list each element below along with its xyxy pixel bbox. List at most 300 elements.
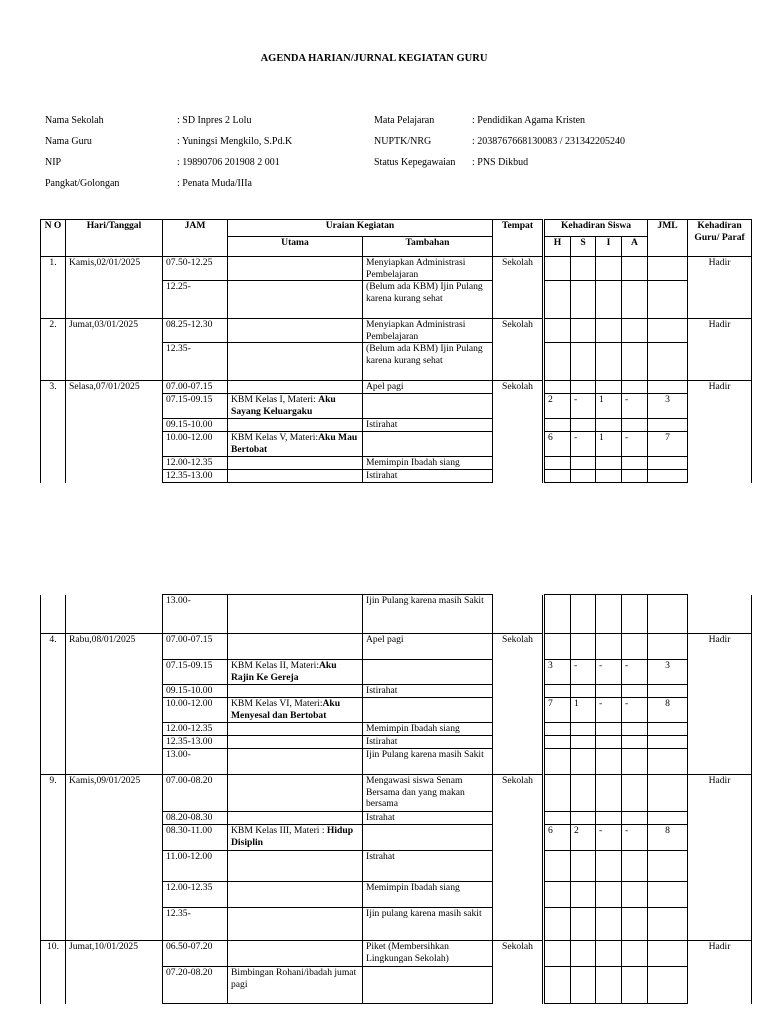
cell-main-activity [228,723,363,736]
lesson-topic: Aku Menyesal dan Bertobat [231,698,341,721]
table-row [41,967,752,1004]
table-row [41,749,752,775]
cell-extra-activity: Istirahat [363,470,493,483]
cell-date [66,281,163,319]
cell-date [66,736,163,749]
cell-no [41,812,66,825]
cell-h: 6 [545,432,571,457]
cell-total [648,749,688,775]
cell-main-activity [228,595,363,634]
cell-main-activity [228,685,363,698]
cell-extra-activity: Menyiapkan Administrasi Pembelajaran [363,257,493,281]
cell-s [571,723,596,736]
cell-a: - [622,660,648,685]
cell-a [622,319,648,343]
cell-teacher: Hadir [688,257,752,281]
cell-a [622,908,648,941]
cell-place [493,825,543,851]
cell-a [622,967,648,1004]
cell-teacher [688,432,752,457]
cell-h [545,685,571,698]
cell-main-activity [228,736,363,749]
info-value: : Penata Muda/IIIa [177,178,252,189]
cell-teacher [688,457,752,470]
cell-a [622,595,648,634]
cell-time: 12.00-12.35 [163,723,228,736]
table-row [41,381,752,394]
cell-date [66,470,163,483]
cell-place [493,812,543,825]
table-row [41,685,752,698]
table-row [41,698,752,723]
page-break-gap [0,483,768,592]
cell-place [493,967,543,1004]
cell-extra-activity [363,432,493,457]
cell-i [596,419,622,432]
table-row [41,812,752,825]
cell-h [545,736,571,749]
cell-i [596,851,622,882]
cell-main-activity [228,381,363,394]
cell-place [493,595,543,634]
cell-place: Sekolah [493,941,543,967]
cell-time: 12.35-13.00 [163,736,228,749]
cell-time: 07.20-08.20 [163,967,228,1004]
table-row [41,319,752,343]
journal-table-page2 [40,594,752,1004]
cell-date [66,825,163,851]
cell-a [622,685,648,698]
cell-a [622,470,648,483]
cell-main-activity [228,851,363,882]
cell-no [41,595,66,634]
cell-time: 13.00- [163,749,228,775]
lesson-topic: Hidup Disiplin [231,825,354,848]
cell-i [596,281,622,319]
cell-s [571,281,596,319]
cell-h: 2 [545,394,571,419]
cell-main-activity [228,660,363,685]
cell-extra-activity: Apel pagi [363,634,493,660]
table-row [41,851,752,882]
cell-no [41,882,66,908]
info-label: NIP [45,157,62,168]
cell-total [648,319,688,343]
cell-total [648,281,688,319]
cell-h [545,257,571,281]
cell-i: 1 [596,394,622,419]
cell-date: Jumat,10/01/2025 [66,941,163,967]
info-label: Nama Guru [45,136,92,147]
cell-no [41,908,66,941]
cell-no [41,660,66,685]
cell-place [493,851,543,882]
cell-a: - [622,825,648,851]
info-value: : PNS Dikbud [472,157,529,168]
cell-a [622,723,648,736]
cell-teacher [688,660,752,685]
cell-total: 8 [648,825,688,851]
cell-place: Sekolah [493,257,543,281]
cell-place: Sekolah [493,381,543,394]
cell-s [571,736,596,749]
cell-teacher: Hadir [688,381,752,394]
cell-main-activity [228,825,363,851]
table-row [41,394,752,419]
cell-h [545,457,571,470]
cell-s [571,470,596,483]
cell-no [41,723,66,736]
cell-date: Kamis,09/01/2025 [66,775,163,812]
lesson-topic: Aku Rajin Ke Gereja [231,660,337,683]
lesson-topic: Aku Mau Bertobat [231,432,358,455]
cell-main-activity [228,908,363,941]
cell-extra-activity: Memimpin Ibadah siang [363,723,493,736]
cell-extra-activity: Ijin pulang karena masih sakit [363,908,493,941]
cell-i [596,319,622,343]
cell-a [622,941,648,967]
cell-teacher [688,281,752,319]
cell-total [648,634,688,660]
cell-total [648,723,688,736]
cell-a [622,257,648,281]
cell-no [41,851,66,882]
cell-i [596,775,622,812]
cell-a [622,457,648,470]
cell-time: 07.00-07.15 [163,381,228,394]
header-no: N O [41,220,66,257]
main-activity-text: KBM Kelas II, Materi: [231,660,319,671]
cell-time: 11.00-12.00 [163,851,228,882]
cell-teacher [688,723,752,736]
cell-teacher [688,749,752,775]
cell-i: - [596,825,622,851]
info-value: : 2038767668130083 / 231342205240 [472,136,626,147]
header-activity: Uraian Kegiatan [228,220,493,237]
cell-main-activity [228,812,363,825]
header-extra: Tambahan [363,237,493,257]
cell-place [493,736,543,749]
cell-date [66,685,163,698]
cell-a [622,281,648,319]
cell-h [545,812,571,825]
cell-s [571,685,596,698]
cell-no: 9. [41,775,66,812]
cell-i [596,457,622,470]
cell-s [571,812,596,825]
cell-h: 6 [545,825,571,851]
cell-total [648,257,688,281]
cell-date [66,457,163,470]
cell-total [648,851,688,882]
table-row [41,634,752,660]
cell-no [41,749,66,775]
cell-place [493,685,543,698]
table-row [41,941,752,967]
cell-s [571,319,596,343]
cell-main-activity [228,281,363,319]
cell-time: 07.00-07.15 [163,634,228,660]
cell-a [622,882,648,908]
cell-time: 07.00-08.20 [163,775,228,812]
cell-main-activity [228,775,363,812]
table-row [41,660,752,685]
cell-time: 10.00-12.00 [163,698,228,723]
cell-s [571,419,596,432]
cell-i: 1 [596,432,622,457]
cell-main-activity [228,882,363,908]
cell-no [41,394,66,419]
cell-total: 3 [648,660,688,685]
cell-h [545,470,571,483]
cell-place [493,419,543,432]
cell-h [545,851,571,882]
cell-no [41,457,66,470]
cell-s [571,595,596,634]
cell-a [622,343,648,381]
cell-i [596,685,622,698]
cell-main-activity [228,432,363,457]
cell-h [545,419,571,432]
cell-extra-activity: Mengawasi siswa Senam Bersama dan yang makan bersama [363,775,493,812]
cell-extra-activity: Memimpin Ibadah siang [363,457,493,470]
cell-place [493,394,543,419]
cell-s: - [571,660,596,685]
cell-place [493,908,543,941]
cell-no: 2. [41,319,66,343]
cell-h [545,749,571,775]
cell-a: - [622,698,648,723]
cell-h [545,882,571,908]
cell-s [571,941,596,967]
cell-time: 07.15-09.15 [163,394,228,419]
cell-s [571,749,596,775]
cell-s: 2 [571,825,596,851]
cell-time: 08.30-11.00 [163,825,228,851]
cell-h [545,381,571,394]
cell-total [648,457,688,470]
cell-date: Rabu,08/01/2025 [66,634,163,660]
cell-s [571,457,596,470]
cell-h [545,775,571,812]
cell-a: - [622,394,648,419]
cell-teacher [688,825,752,851]
cell-extra-activity: Memimpin Ibadah siang [363,882,493,908]
table-row [41,723,752,736]
info-value: : Yuningsi Mengkilo, S.Pd.K [177,136,293,147]
cell-date [66,394,163,419]
cell-date [66,343,163,381]
cell-h [545,908,571,941]
table-row [41,281,752,319]
cell-total [648,908,688,941]
cell-place [493,343,543,381]
cell-s [571,967,596,1004]
cell-teacher [688,882,752,908]
cell-date [66,749,163,775]
cell-extra-activity: Istirahat [363,419,493,432]
page-title: AGENDA HARIAN/JURNAL KEGIATAN GURU [260,53,488,64]
cell-i [596,723,622,736]
main-activity-text: KBM Kelas VI, Materi: [231,698,323,709]
cell-place [493,281,543,319]
cell-time: 09.15-10.00 [163,419,228,432]
cell-i [596,882,622,908]
cell-no [41,432,66,457]
cell-date [66,967,163,1004]
cell-no [41,470,66,483]
cell-date [66,660,163,685]
cell-h [545,595,571,634]
header-date: Hari/Tanggal [66,220,163,257]
cell-i [596,908,622,941]
header-time: JAM [163,220,228,257]
cell-h [545,281,571,319]
cell-extra-activity: (Belum ada KBM) Ijin Pulang karena kurang sehat [363,281,493,319]
cell-h [545,941,571,967]
cell-place [493,882,543,908]
cell-teacher [688,685,752,698]
cell-h: 7 [545,698,571,723]
cell-total [648,941,688,967]
cell-total [648,775,688,812]
cell-s [571,775,596,812]
cell-time: 12.35-13.00 [163,470,228,483]
cell-i [596,595,622,634]
cell-main-activity [228,457,363,470]
cell-date [66,812,163,825]
cell-date [66,432,163,457]
cell-no: 10. [41,941,66,967]
cell-extra-activity: Ijin Pulang karena masih Sakit [363,749,493,775]
main-activity-text: KBM Kelas V, Materi: [231,432,319,443]
cell-main-activity [228,257,363,281]
header-place: Tempat [493,220,543,257]
cell-s [571,882,596,908]
cell-no: 4. [41,634,66,660]
cell-i [596,343,622,381]
cell-place [493,723,543,736]
table-row [41,595,752,634]
cell-extra-activity: Piket (Membersihkan Lingkungan Sekolah) [363,941,493,967]
cell-i [596,749,622,775]
cell-time: 07.50-12.25 [163,257,228,281]
cell-total [648,343,688,381]
cell-a [622,634,648,660]
cell-i [596,736,622,749]
cell-place [493,749,543,775]
cell-a [622,381,648,394]
cell-no [41,698,66,723]
cell-extra-activity: Ijin Pulang karena masih Sakit [363,595,493,634]
cell-teacher: Hadir [688,634,752,660]
cell-place [493,457,543,470]
cell-a [622,851,648,882]
cell-a [622,736,648,749]
cell-no: 1. [41,257,66,281]
cell-extra-activity [363,394,493,419]
table-row [41,343,752,381]
table-row [41,908,752,941]
cell-extra-activity: Menyiapkan Administrasi Pembelajaran [363,319,493,343]
info-label: Status Kepegawaian [374,157,456,168]
cell-teacher [688,470,752,483]
cell-h [545,723,571,736]
cell-main-activity [228,319,363,343]
cell-no [41,967,66,1004]
cell-extra-activity [363,967,493,1004]
cell-total [648,419,688,432]
cell-place: Sekolah [493,634,543,660]
cell-teacher [688,595,752,634]
cell-time: 08.25-12.30 [163,319,228,343]
cell-a: - [622,432,648,457]
table-row [41,825,752,851]
cell-teacher: Hadir [688,775,752,812]
cell-s [571,381,596,394]
main-activity-text: KBM Kelas I, Materi: [231,394,319,405]
cell-teacher [688,419,752,432]
cell-no [41,343,66,381]
table-row [41,457,752,470]
cell-no [41,419,66,432]
cell-main-activity [228,749,363,775]
cell-no [41,825,66,851]
cell-h [545,343,571,381]
cell-total: 7 [648,432,688,457]
cell-no [41,685,66,698]
cell-total: 3 [648,394,688,419]
cell-place [493,660,543,685]
table-row [41,419,752,432]
cell-teacher: Hadir [688,941,752,967]
cell-h: 3 [545,660,571,685]
cell-s [571,257,596,281]
cell-teacher [688,851,752,882]
cell-extra-activity: Istirahat [363,685,493,698]
cell-i [596,634,622,660]
cell-total [648,882,688,908]
cell-place: Sekolah [493,775,543,812]
cell-s [571,343,596,381]
cell-place: Sekolah [493,319,543,343]
cell-main-activity [228,941,363,967]
cell-extra-activity: (Belum ada KBM) Ijin Pulang karena kurang sehat [363,343,493,381]
header-attendance: Kehadiran Siswa [545,220,648,237]
cell-teacher [688,698,752,723]
cell-place [493,470,543,483]
cell-main-activity [228,698,363,723]
cell-i [596,812,622,825]
cell-i: - [596,698,622,723]
journal-table-page1 [40,219,752,483]
info-value: : Pendidikan Agama Kristen [472,115,586,126]
header-i: I [596,237,622,257]
header-teacher: Kehadiran Guru/ Paraf [688,220,752,257]
cell-s: - [571,432,596,457]
cell-i [596,941,622,967]
cell-extra-activity: Istirahat [363,736,493,749]
cell-date [66,419,163,432]
cell-a [622,749,648,775]
cell-time: 13.00- [163,595,228,634]
header-main: Utama [228,237,363,257]
cell-time: 12.00-12.35 [163,882,228,908]
cell-place [493,698,543,723]
cell-time: 10.00-12.00 [163,432,228,457]
cell-total [648,595,688,634]
cell-teacher [688,812,752,825]
